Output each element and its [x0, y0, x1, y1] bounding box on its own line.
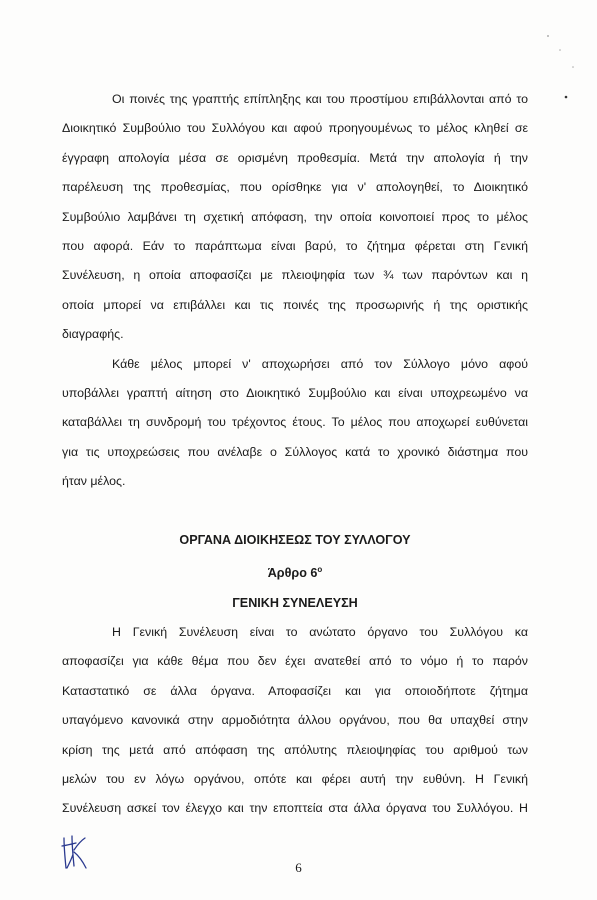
section-heading: ΟΡΓΑΝΑ ΔΙΟΙΚΗΣΕΩΣ ΤΟΥ ΣΥΛΛΟΓΟΥ	[179, 532, 411, 547]
text-line: που αφορά. Εάν το παράπτωμα είναι βαρύ, το ζήτημα φέρεται στη Γενική	[62, 239, 528, 254]
article-label: Άρθρο 6	[267, 566, 318, 581]
text-line: μελών του εν λόγω οργάνου, οπότε και φέρει αυτή την ευθύνη. Η Γενική	[62, 771, 528, 786]
text-line: Η Γενική Συνέλευση είναι το ανώτατο όργανο του Συλλόγου κα	[112, 624, 528, 639]
penalties-paragraph	[62, 85, 528, 350]
general-assembly-paragraph	[62, 618, 528, 824]
text-line: Συμβούλιο λαμβάνει τη σχετική απόφαση, την οποία κοινοποιεί προς το μέλος	[62, 209, 528, 224]
text-line: καταβάλλει τη συνδρομή του τρέχοντος έτους. Το μέλος που αποχωρεί ευθύνεται	[62, 415, 528, 430]
text-line: υποβάλλει γραπτή αίτηση στο Διοικητικό Συμβούλιο και είναι υποχρεωμένο να	[62, 386, 528, 401]
text-line: Καταστατικό σε άλλα όργανα. Αποφασίζει και για οποιοδήποτε ζήτημα	[62, 683, 528, 698]
text-line: ήταν μέλος.	[62, 474, 126, 489]
article-title: ΓΕΝΙΚΗ ΣΥΝΕΛΕΥΣΗ	[232, 595, 358, 610]
text-line: Συνέλευση, η οποία αποφασίζει με πλειοψηφία των ¾ των παρόντων και η	[62, 268, 528, 283]
article-superscript: ο	[317, 565, 323, 575]
text-line: κρίση της μετά από απόφαση της απόλυτης πλειοψηφίας του αριθμού των	[62, 742, 528, 757]
text-line: Συνέλευση ασκεί τον έλεγχο και την εποπτεία στα άλλα όργανα του Συλλόγου. Η	[62, 801, 528, 816]
text-line: διαγραφής.	[62, 327, 124, 342]
withdrawal-paragraph	[62, 350, 528, 497]
text-line: Διοικητικό Συμβούλιο του Συλλόγου και αφού προηγουμένως το μέλος κληθεί σε	[62, 121, 528, 136]
text-line: παρέλευση της προθεσμίας, που ορίσθηκε για ν' απολογηθεί, το Διοικητικό	[62, 180, 528, 195]
text-line: υπαγόμενο κανονικά στην αρμοδιότητα άλλου οργάνου, που θα υπαχθεί στην	[62, 713, 528, 728]
text-line: οποία μπορεί να επιβάλλει και τις ποινές της προσωρινής ή της οριστικής	[62, 297, 528, 312]
text-line: για τις υποχρεώσεις που ανέλαβε ο Σύλλογος κατά το χρονικό διάστημα που	[62, 444, 528, 459]
text-line: Κάθε μέλος μπορεί ν' αποχωρήσει από τον Σύλλογο μόνο αφού	[112, 356, 528, 371]
text-line: αποφασίζει για κάθε θέμα που δεν έχει ανατεθεί από το νόμο ή το παρόν	[62, 654, 528, 669]
text-line: Οι ποινές της γραπτής επίπληξης και του προστίμου επιβάλλονται από το	[112, 92, 528, 106]
page-number: 6	[295, 860, 302, 875]
text-line: έγγραφη απολογία μέσα σε ορισμένη προθεσμία. Μετά την απολογία ή την	[62, 150, 528, 165]
article-number	[62, 555, 528, 588]
article-body	[62, 85, 528, 824]
